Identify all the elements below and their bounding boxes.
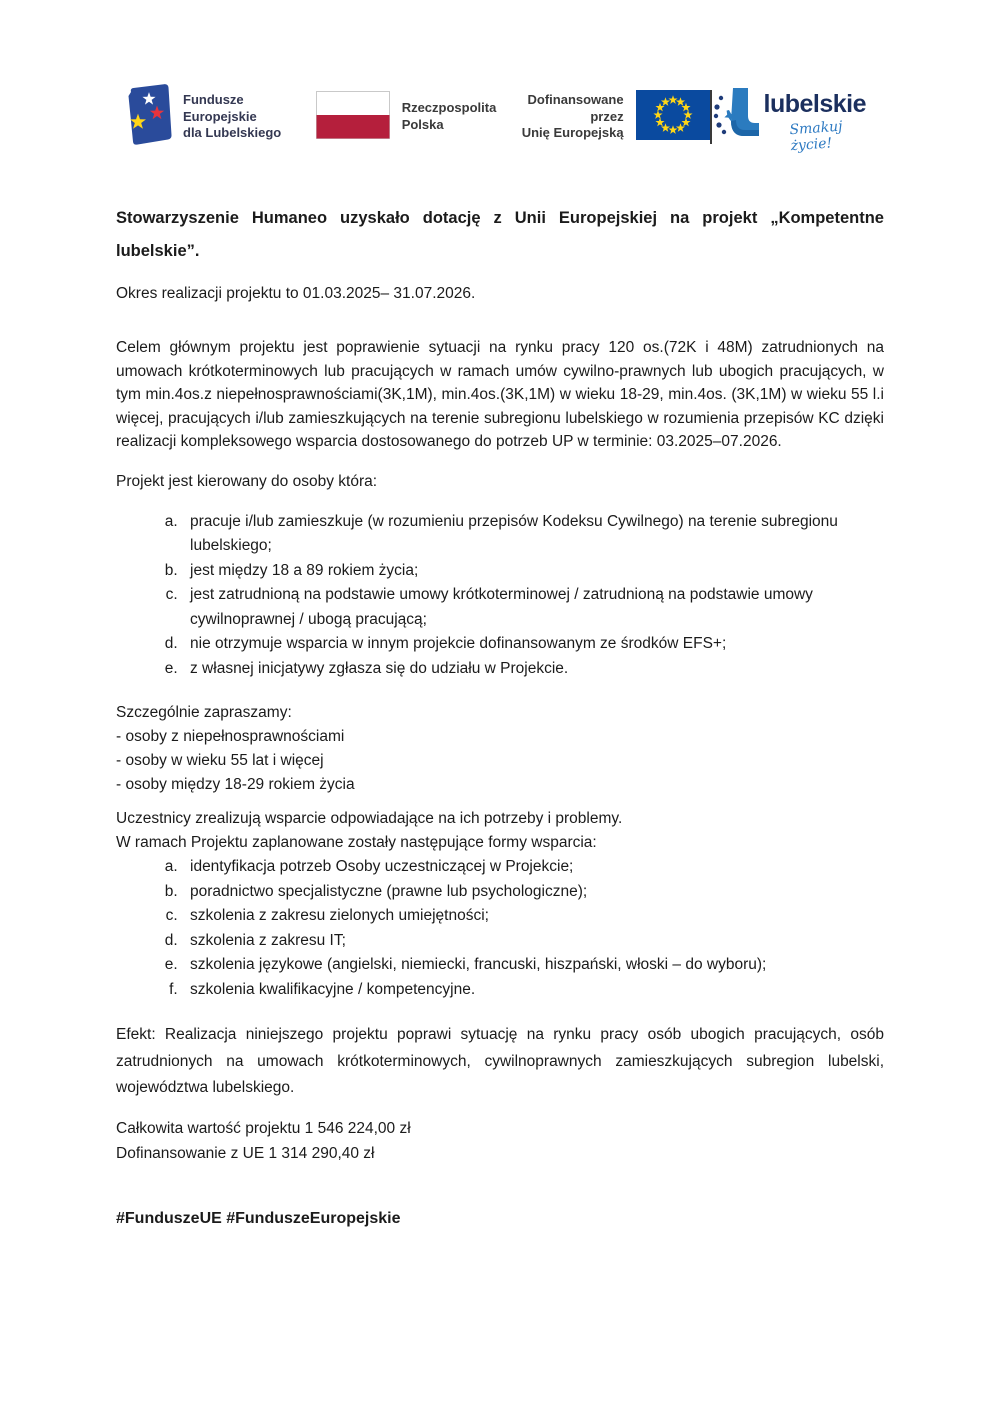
- document-body: [116, 202, 884, 1231]
- fe-logo-line2: dla Lubelskiego: [183, 125, 282, 141]
- project-period: Okres realizacji projektu to 01.03.2025– 31.07.2026.: [116, 285, 476, 302]
- fe-logo-line1: Fundusze Europejskie: [183, 91, 257, 124]
- support-form-item: a. identyfikacja potrzeb Osoby uczestniczącej w Projekcie;: [182, 855, 884, 880]
- logo-eu-funding: [496, 90, 709, 145]
- lubelskie-logo-name: lubelskie: [763, 89, 867, 118]
- target-criteria-item: c. jest zatrudnioną na podstawie umowy krótkoterminowej / zatrudnioną na podstawie umowy cywilnoprawnej / ubogą pracującą;: [182, 583, 884, 632]
- lubelskie-logo-label: [763, 84, 884, 154]
- support-intro-line1: Uczestnicy zrealizują wsparcie odpowiadające na ich potrzeby i problemy.: [116, 810, 623, 827]
- lubelskie-logo-slogan: Smakuj życie!: [788, 118, 843, 154]
- support-form-item: e. szkolenia językowe (angielski, niemiecki, francuski, hiszpański, włoski – do wyboru);: [182, 953, 884, 978]
- eu-funding-line1: Dofinansowane przez: [527, 91, 624, 124]
- hashtags-line: #FunduszeUE #FunduszeEuropejskie: [116, 1209, 401, 1227]
- effect-paragraph: Efekt: Realizacja niniejszego projektu poprawi sytuację na rynku pracy osób ubogich pracujących, osób zatrudnionych na umowach krótkoterminowych, cywilnoprawnych zamieszkujących subregion lubelski, województwa lubelskiego.: [116, 1026, 884, 1096]
- total-project-value: Całkowita wartość projektu 1 546 224,00 zł: [116, 1119, 411, 1137]
- support-form-item: c. szkolenia z zakresu zielonych umiejętności;: [182, 904, 884, 929]
- poland-logo-line2: Polska: [401, 117, 444, 132]
- target-criteria-item: a. pracuje i/lub zamieszkuje (w rozumieniu przepisów Kodeksu Cywilnego) na terenie subregionu lubelskiego;: [182, 510, 884, 559]
- support-intro-line2: W ramach Projektu zaplanowane zostały następujące formy wsparcia:: [116, 834, 597, 851]
- document-title: Stowarzyszenie Humaneo uzyskało dotację z Unii Europejskiej na projekt „Kompetentne lubelskie”.: [116, 209, 884, 260]
- support-form-item: b. poradnictwo specjalistyczne (prawne lub psychologiczne);: [182, 880, 884, 905]
- invite-heading: Szczególnie zapraszamy:: [116, 704, 292, 721]
- fe-flag-icon: [116, 83, 172, 151]
- poland-flag-icon: [316, 91, 390, 144]
- poland-logo-label: [402, 100, 497, 134]
- logo-strip: [116, 85, 884, 154]
- support-forms-list: [116, 855, 884, 1002]
- invite-item: - osoby z niepełnosprawnościami: [116, 728, 345, 745]
- invite-item: - osoby między 18-29 rokiem życia: [116, 776, 355, 793]
- fe-logo-label: [183, 92, 316, 143]
- logo-rzeczpospolita-polska: [316, 91, 497, 144]
- eu-flag-icon: [636, 90, 710, 145]
- lubelskie-l-icon: [712, 84, 762, 147]
- invite-item: - osoby w wieku 55 lat i więcej: [116, 752, 324, 769]
- target-criteria-item: e. z własnej inicjatywy zgłasza się do udziału w Projekcie.: [182, 657, 884, 682]
- eu-funding-line2: Unię Europejską: [521, 125, 624, 141]
- support-form-item: d. szkolenia z zakresu IT;: [182, 929, 884, 954]
- logo-fundusze-europejskie: [116, 83, 316, 151]
- support-form-item: f. szkolenia kwalifikacyjne / kompetencyjne.: [182, 978, 884, 1003]
- eu-funding-label: [496, 92, 623, 143]
- target-criteria-item: d. nie otrzymuje wsparcia w innym projekcie dofinansowanym ze środków EFS+;: [182, 632, 884, 657]
- poland-logo-line1: Rzeczpospolita: [401, 100, 497, 116]
- logo-lubelskie: [712, 84, 884, 154]
- project-goal-paragraph: Celem głównym projektu jest poprawienie sytuacji na rynku pracy 120 os.(72K i 48M) zatrudnionych na umowach krótkoterminowych lub pracujących w ramach umów cywilno-prawnych lub ubogich pracujących, w tym min.4os.z niepełnosprawnościami(3K,1M), min.4os.(3K,1M) w wieku 18-29, min.4os. (3K,1M) w wieku 55 l.i więcej, pracujących i/lub zamieszkujących na terenie subregionu lubelskiego w rozumienia przepisów KC dzięki realizacji kompleksowego wsparcia dostosowanego do potrzeb UP w terminie: 03.2025–07.2026.: [116, 339, 884, 450]
- eu-funding-value: Dofinansowanie z UE 1 314 290,40 zł: [116, 1144, 375, 1162]
- target-criteria-list: [116, 510, 884, 682]
- target-criteria-item: b. jest między 18 a 89 rokiem życia;: [182, 559, 884, 584]
- target-intro: Projekt jest kierowany do osoby która:: [116, 472, 378, 490]
